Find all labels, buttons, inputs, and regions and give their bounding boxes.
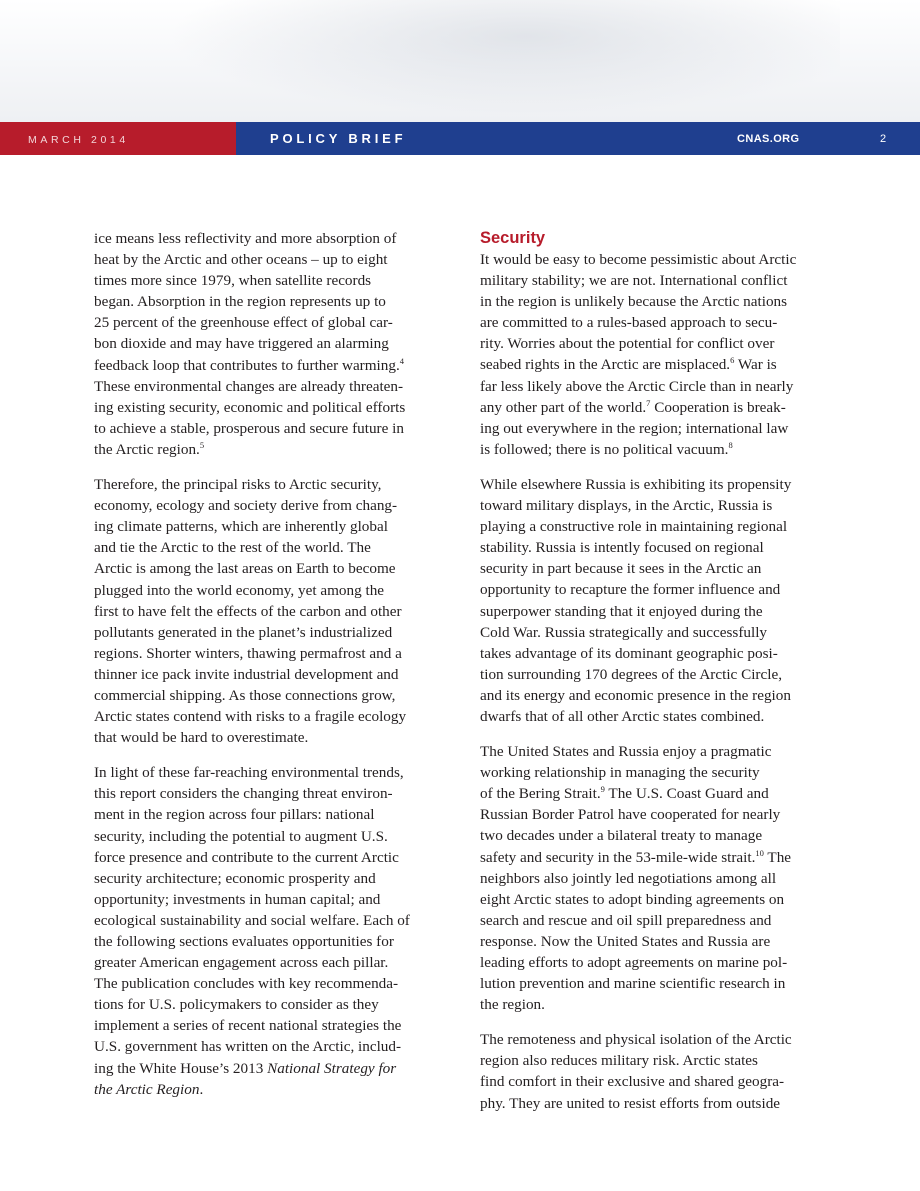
text-segment: is followed; there is no political vacuum. [480, 440, 729, 458]
text-line: Arctic states contend with risks to a fragile ecology [94, 708, 407, 726]
text-line: 25 percent of the greenhouse effect of global car- [94, 314, 393, 332]
footnote-marker[interactable]: 10 [755, 847, 764, 858]
text-line: pollutants generated in the planet’s industrialized [94, 623, 393, 641]
text-line: to achieve a stable, prosperous and secure future in [94, 419, 404, 437]
text-line-with-note [94, 439, 439, 460]
text-line: that would be hard to overestimate. [94, 729, 309, 747]
text-segment: any other part of the world. [480, 398, 647, 416]
text-line: stability. Russia is intently focused on regional [480, 539, 764, 557]
text-line: began. Absorption in the region represents up to [94, 293, 386, 311]
text-line: thinner ice pack invite industrial development and [94, 665, 399, 683]
text-line-with-note [480, 354, 826, 375]
text-line-with-italic [94, 1058, 439, 1079]
text-line: greater American engagement across each pillar. [94, 954, 389, 972]
text-line: security architecture; economic prosperity and [94, 869, 376, 887]
text-segment: the Arctic region. [94, 440, 200, 458]
text-line: times more since 1979, when satellite records [94, 272, 372, 290]
header-title: POLICY BRIEF [270, 131, 407, 146]
text-line: superpower standing that it enjoyed during the [480, 602, 763, 620]
text-line: takes advantage of its dominant geographic posi- [480, 644, 778, 662]
text-line: playing a constructive role in maintaining regional [480, 518, 788, 536]
left-paragraph-2 [94, 474, 439, 748]
text-line: The remoteness and physical isolation of the Arctic [480, 1031, 792, 1049]
text-line: military stability; we are not. International conflict [480, 272, 788, 290]
text-line: and tie the Arctic to the rest of the world. The [94, 539, 371, 557]
text-line: rity. Worries about the potential for conflict over [480, 335, 775, 353]
header-site-link[interactable]: CNAS.ORG [737, 133, 800, 145]
text-line: in the region is unlikely because the Arctic nations [480, 293, 788, 311]
footnote-marker[interactable]: 7 [646, 397, 651, 408]
footnote-marker[interactable]: 5 [199, 439, 205, 450]
footnote-marker[interactable]: 4 [399, 355, 405, 366]
text-line: opportunity; investments in human capital; and [94, 890, 381, 908]
text-line: search and rescue and oil spill preparedness and [480, 911, 772, 929]
page-number: 2 [880, 133, 887, 145]
text-line: commercial shipping. As those connections grow, [94, 686, 396, 704]
right-paragraph-4 [480, 1029, 826, 1113]
text-line: Arctic is among the last areas on Earth to become [94, 560, 396, 578]
text-line: ing climate patterns, which are inherently global [94, 518, 388, 536]
text-line: plugged into the world economy, yet among the [94, 581, 385, 599]
text-line: tions for U.S. policymakers to consider as they [94, 996, 379, 1014]
text-line-with-note [480, 783, 826, 804]
text-segment: The [763, 848, 792, 866]
text-line: leading efforts to adopt agreements on marine pol- [480, 954, 788, 971]
text-segment: safety and security in the 53-mile-wide strait. [480, 848, 756, 866]
text-segment: feedback loop that contributes to further warming. [94, 356, 400, 374]
text-line: dwarfs that of all other Arctic states combined. [480, 707, 765, 725]
text-line: first to have felt the effects of the carbon and other [94, 602, 402, 620]
text-line: ice means less reflectivity and more absorption of [94, 230, 397, 247]
text-line: heat by the Arctic and other oceans – up to eight [94, 251, 388, 269]
text-line: The United States and Russia enjoy a pragmatic [480, 743, 772, 761]
document-title-italic: National Strategy for [267, 1059, 397, 1077]
header-red-band [0, 122, 236, 155]
text-line: force presence and contribute to the current Arctic [94, 848, 399, 866]
text-line: ing out everywhere in the region; international law [480, 419, 789, 437]
text-line: In light of these far-reaching environmental trends, [94, 764, 404, 782]
footnote-marker[interactable]: 6 [730, 355, 735, 366]
page-header [0, 122, 920, 155]
right-paragraph-2 [480, 474, 826, 727]
text-line: the following sections evaluates opportunities for [94, 933, 394, 950]
text-segment: The U.S. Coast Guard and [604, 785, 769, 803]
text-segment: of the Bering Strait. [480, 785, 601, 803]
text-line: economy, ecology and society derive from chang- [94, 497, 398, 515]
text-line: The publication concludes with key recommenda- [94, 975, 399, 993]
text-line: far less likely above the Arctic Circle than in nearly [480, 377, 794, 395]
text-line-with-note [94, 355, 439, 376]
header-date: MARCH 2014 [28, 134, 129, 146]
text-line: response. Now the United States and Russia are [480, 932, 771, 950]
text-line: implement a series of recent national strategies the [94, 1017, 402, 1035]
section-heading-security: Security [480, 229, 546, 247]
text-line: Russian Border Patrol have cooperated for nearly [480, 806, 781, 824]
right-paragraph-1 [480, 249, 826, 460]
document-title-italic: the Arctic Region [94, 1080, 200, 1098]
text-line: lution prevention and marine scientific research in [480, 975, 786, 993]
text-line-with-note [480, 397, 826, 418]
text-line-with-note [480, 439, 826, 460]
text-line: Cold War. Russia strategically and successfully [480, 623, 768, 641]
left-paragraph-3 [94, 762, 439, 1100]
text-line: ing existing security, economic and political efforts [94, 398, 406, 416]
text-line: ecological sustainability and social welfare. Each of [94, 911, 410, 929]
text-line: opportunity to recapture the former influence and [480, 581, 781, 599]
text-line: It would be easy to become pessimistic about Arctic [480, 251, 797, 268]
footnote-marker[interactable]: 8 [728, 439, 733, 450]
text-segment: Cooperation is break- [650, 398, 786, 416]
text-line: bon dioxide and may have triggered an alarming [94, 335, 389, 353]
text-line: Therefore, the principal risks to Arctic security, [94, 476, 382, 494]
text-line: phy. They are united to resist efforts from outside [480, 1094, 781, 1112]
text-line: are committed to a rules-based approach to secu- [480, 314, 778, 332]
text-line: working relationship in managing the security [480, 764, 760, 782]
text-line: neighbors also jointly led negotiations among all [480, 869, 777, 887]
text-line: toward military displays, in the Arctic, Russia is [480, 497, 773, 515]
text-line-with-note [480, 847, 826, 868]
text-line: ment in the region across four pillars: national [94, 806, 375, 824]
text-segment: seabed rights in the Arctic are misplaced. [480, 356, 731, 374]
footnote-marker[interactable]: 9 [600, 784, 605, 795]
text-segment: . [199, 1080, 204, 1098]
text-line: regions. Shorter winters, thawing permafrost and a [94, 644, 402, 662]
right-column [480, 228, 826, 1128]
text-line: These environmental changes are already threaten- [94, 377, 404, 395]
text-line: the region. [480, 996, 545, 1014]
text-line: and its energy and economic presence in the region [480, 686, 791, 704]
right-paragraph-3 [480, 741, 826, 1015]
text-line-with-italic [94, 1079, 439, 1100]
text-line: region also reduces military risk. Arctic states [480, 1052, 758, 1070]
text-segment: ing the White House’s 2013 [94, 1059, 268, 1077]
left-paragraph-1 [94, 228, 439, 460]
text-segment: War is [734, 356, 777, 374]
page-top-background [0, 0, 920, 122]
text-line: find comfort in their exclusive and shared geogra- [480, 1073, 785, 1091]
text-line: U.S. government has written on the Arctic, includ- [94, 1038, 402, 1056]
text-line: this report considers the changing threat environ- [94, 785, 393, 803]
text-line: tion surrounding 170 degrees of the Arctic Circle, [480, 665, 782, 683]
text-line: While elsewhere Russia is exhibiting its propensity [480, 475, 792, 493]
text-line: two decades under a bilateral treaty to manage [480, 827, 763, 845]
text-line: eight Arctic states to adopt binding agreements on [480, 890, 785, 908]
text-line: security, including the potential to augment U.S. [94, 827, 388, 845]
text-line: security in part because it sees in the Arctic an [480, 560, 762, 578]
left-column [94, 228, 439, 1114]
